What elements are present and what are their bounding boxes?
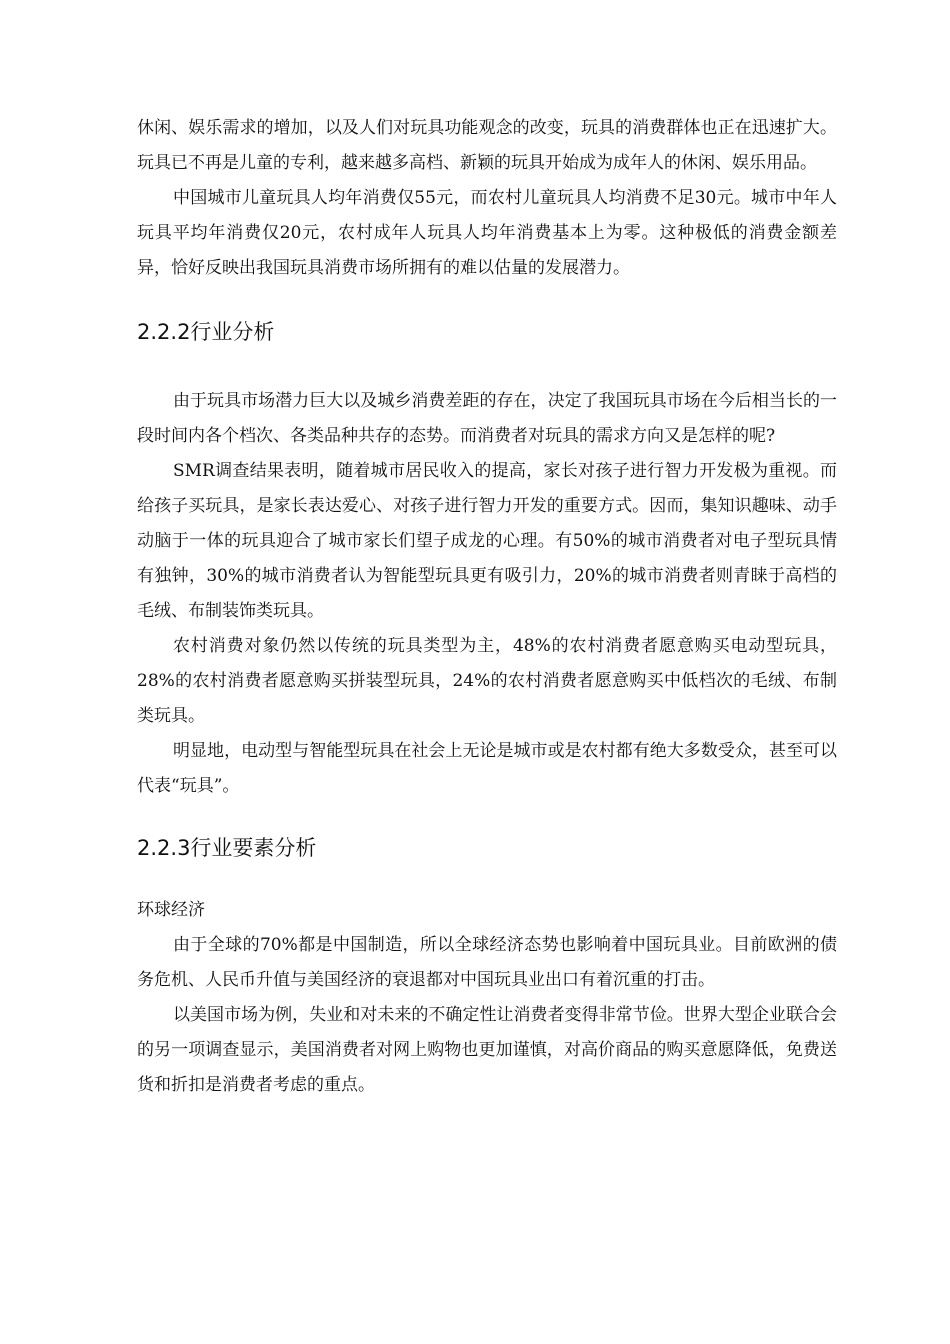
- section-heading-2-2-3: 2.2.3行业要素分析: [137, 836, 317, 860]
- paragraph-made-in-china: 由于全球的70%都是中国制造，所以全球经济态势也影响着中国玩具业。目前欧洲的债务危机、人民币升值与美国经济的衰退都对中国玩具业出口有着沉重的打击。: [137, 935, 837, 990]
- paragraph-leisure-demand: 休闲、娱乐需求的增加，以及人们对玩具功能观念的改变，玩具的消费群体也正在迅速扩大。玩具已不再是儿童的专利，越来越多高档、新颖的玩具开始成为成年人的休闲、娱乐用品。: [137, 118, 837, 173]
- paragraph-rural-consumers: 农村消费对象仍然以传统的玩具类型为主，48%的农村消费者愿意购买电动型玩具，28%的农村消费者愿意购买拼装型玩具，24%的农村消费者愿意购买中低档次的毛绒、布制类玩具。: [137, 636, 837, 726]
- paragraph-consumption-figures: 中国城市儿童玩具人均年消费仅55元，而农村儿童玩具人均消费不足30元。城市中年人玩具平均年消费仅20元，农村成年人玩具人均年消费基本上为零。这种极低的消费金额差异，恰好反映出我国玩具消费市场所拥有的难以估量的发展潜力。: [137, 188, 837, 278]
- page-content: [137, 111, 837, 1103]
- section-heading-2-2-2: 2.2.2行业分析: [137, 320, 275, 344]
- paragraph-conclusion: 明显地，电动型与智能型玩具在社会上无论是城市或是农村都有绝大多数受众，甚至可以代表“玩具”。: [137, 741, 837, 796]
- paragraph-market-coexistence: 由于玩具市场潜力巨大以及城乡消费差距的存在，决定了我国玩具市场在今后相当长的一段时间内各个档次、各类品种共存的态势。而消费者对玩具的需求方向又是怎样的呢?: [137, 391, 837, 446]
- paragraph-smr-survey: SMR调查结果表明，随着城市居民收入的提高，家长对孩子进行智力开发极为重视。而给孩子买玩具，是家长表达爱心、对孩子进行智力开发的重要方式。因而，集知识趣味、动手动脑于一体的玩具迎合了城市家长们望子成龙的心理。有50%的城市消费者对电子型玩具情有独钟，30%的城市消费者认为智能型玩具更有吸引力，20%的城市消费者则青睐于高档的毛绒、布制装饰类玩具。: [137, 461, 837, 621]
- sub-label-global-economy: 环球经济: [137, 900, 205, 920]
- paragraph-us-market: 以美国市场为例，失业和对未来的不确定性让消费者变得非常节俭。世界大型企业联合会的另一项调查显示，美国消费者对网上购物也更加谨慎，对高价商品的购买意愿降低，免费送货和折扣是消费者考虑的重点。: [137, 1005, 837, 1095]
